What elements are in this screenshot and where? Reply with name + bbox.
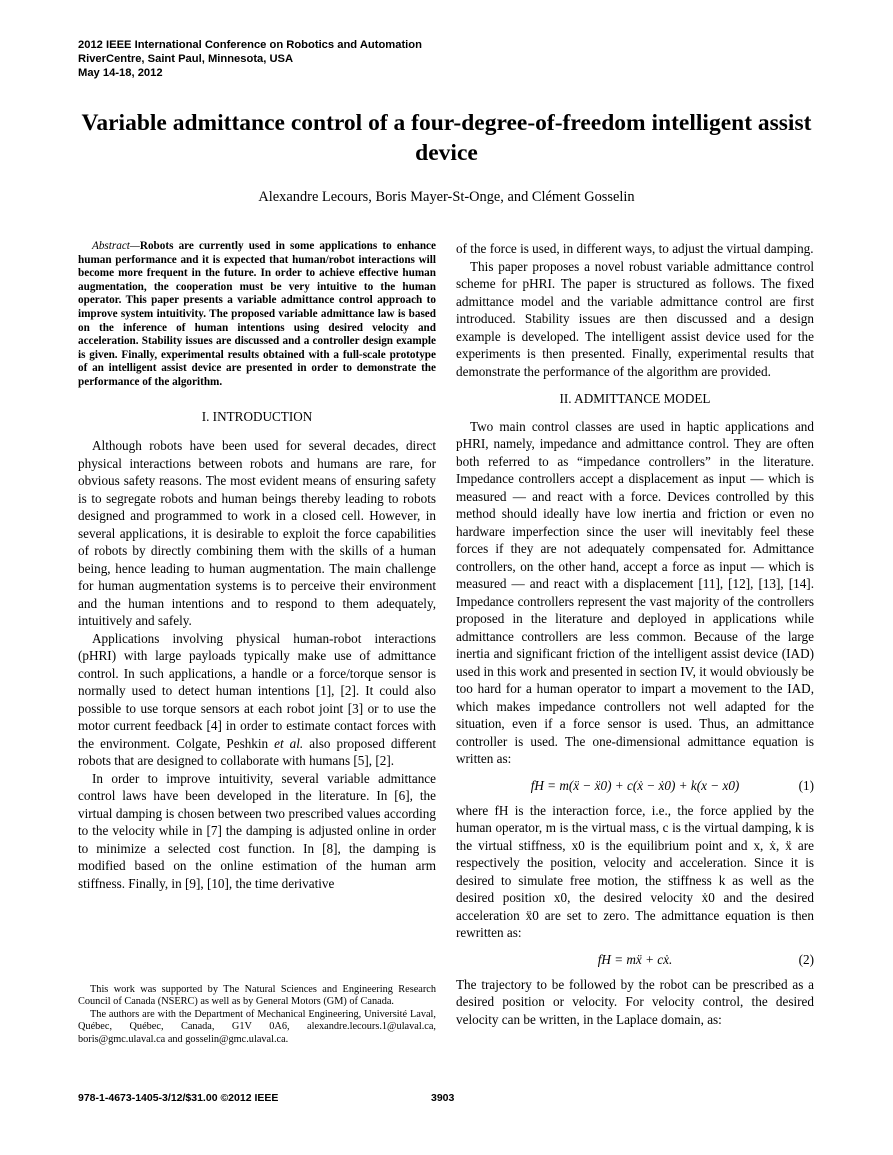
equation-2 xyxy=(456,949,814,970)
intro-p2-text-c: also proposed different robots that are designed to collaborate with humans [5], [2]. xyxy=(78,735,436,769)
equation-1-body: fH = m(ẍ − ẍ0) + c(ẋ − ẋ0) + k(x − x0) xyxy=(530,777,740,793)
conference-dates: May 14-18, 2012 xyxy=(78,67,163,79)
footer-page-number: 3903 xyxy=(431,1092,455,1104)
intro-p2-text-a: Applications involving physical human-robot interactions (pHRI) with large payloads typically make use of admittance control. In such applications, a handle or a force/torque sensor is normally used to detect human intentions [1], [2]. It could also possible to use torque sensors at each robot joint [3] or to use the motor current feedback [4] in order to estimate contact forces with the environment. Colgate, Peshkin xyxy=(78,630,436,751)
equation-2-number: (2) xyxy=(798,951,814,967)
admittance-paragraph-3: The trajectory to be followed by the robot can be prescribed as a desired position or velocity. For velocity control, the desired velocity can be written, in the Laplace domain, as: xyxy=(456,976,814,1027)
paper-title: Variable admittance control of a four-degree-of-freedom intelligent assist device xyxy=(81,110,812,166)
conference-header xyxy=(78,38,422,80)
equation-1-number: (1) xyxy=(798,777,814,793)
intro-paragraph-2 xyxy=(78,630,436,770)
footnote-affiliation: The authors are with the Department of Mechanical Engineering, Université Laval, Québec, Québec, Canada, G1V 0A6, alexandre.lecours.1@ulaval.ca, boris@gmc.ulaval.ca and gosselin@gmc.ulaval.ca. xyxy=(78,1008,436,1045)
right-column xyxy=(456,240,814,1028)
equation-2-body: fH = mẍ + cẋ. xyxy=(597,951,673,967)
intro-paragraph-4: This paper proposes a novel robust variable admittance control scheme for pHRI. The paper is structured as follows. The fixed admittance model and the variable admittance control are first introduced. Stability issues are then discussed and a design example is developed. The intelligent assist device used for the experiments is then presented. Finally, experimental results that demonstrate the performance of the algorithm are provided. xyxy=(456,258,814,379)
intro-p2-etal: et al. xyxy=(274,735,304,751)
footer-isbn: 978-1-4673-1405-3/12/$31.00 ©2012 IEEE xyxy=(78,1092,279,1104)
intro-paragraph-1: Although robots have been used for several decades, direct physical interactions between robots and humans are rare, for obvious safety reasons. The most evident means of ensuring safety is to segregate robots and human beings thereby leading to robots designed and programmed to work in a closed cell. However, in several applications, it is desirable to exploit the force capabilities of robots by directly combining them with the skills of a human being, hence leading to human augmentation. The main challenge for human augmentation systems is to perceive their environment and the human intentions and to respond to them adequately, intuitively and safely. xyxy=(78,438,436,629)
left-column xyxy=(78,240,436,892)
abstract xyxy=(78,240,436,390)
abstract-text: Robots are currently used in some applications to enhance human performance and it is expected that human/robot interactions will become more frequent in the future. In order to achieve effective human augmentation, the cooperation must be very intuitive to the human operator. This paper presents a variable admittance control approach to improve system intuitivity. The proposed variable admittance law is based on the inference of human intentions using desired velocity and acceleration. Stability issues are discussed and a controller design example is given. Finally, experimental results obtained with a full-scale prototype of an intelligent assist device are presented in order to demonstrate the performance of the algorithm. xyxy=(78,240,436,388)
intro-continued-paragraph: of the force is used, in different ways, to adjust the virtual damping. xyxy=(456,241,814,256)
section-heading-introduction: I. INTRODUCTION xyxy=(201,408,313,424)
admittance-paragraph-2: where fH is the interaction force, i.e., the force applied by the human operator, m is the virtual mass, c is the virtual damping, k is the virtual stiffness, x0 is the equilibrium point and x, ẋ, ẍ are respectively the position, velocity and acceleration. Since it is desired to simulate free motion, the stiffness k as well as the desired position x0, the desired velocity ẋ0 and the desired acceleration ẍ0 are set to zero. The admittance equation is then rewritten as: xyxy=(456,802,814,940)
footnote-funding: This work was supported by The Natural Sciences and Engineering Research Council of Canada (NSERC) as well as by General Motors (GM) of Canada. xyxy=(78,984,436,1008)
paper-authors: Alexandre Lecours, Boris Mayer-St-Onge, and Clément Gosselin xyxy=(258,189,635,205)
admittance-paragraph-1: Two main control classes are used in haptic applications and pHRI, namely, impedance and admittance control. They are often both referred to as “impedance controllers” in the literature. Impedance controllers accept a displacement as input — which is measured — and react with a force. Devices controlled by this method should ideally have low inertia and friction or even no hardware imperfection since the user will inevitably feel these forces if they are not adequately compensated for. Admittance controllers, on the other hand, accept a force as input — which is measured — and react with a displacement [11], [12], [13], [14]. Impedance controllers represent the vast majority of the controllers proposed in the literature and deployed in applications while admittance controllers are less common. Because of the large inertia and significant friction of the intelligent assist device (IAD) used in this work and presented in section IV, it would obviously be too hard for a human operator to impart a movement to the IAD, which makes impedance controllers not well adapted for the situation, even if a force sensor is used. Thus, an admittance controller is used. The one-dimensional admittance equation is written as: xyxy=(456,418,814,766)
section-heading-admittance-model: II. ADMITTANCE MODEL xyxy=(559,391,711,406)
equation-1 xyxy=(456,775,814,796)
abstract-label: Abstract— xyxy=(92,240,140,252)
intro-paragraph-3: In order to improve intuitivity, several variable admittance control laws have been developed in the literature. In [6], the virtual damping is chosen between two prescribed values according to the velocity while in [7] the damping is adjusted online in order to minimize a selected cost function. In [8], the damping is modified based on the online estimation of the human arm stiffness. Finally, in [9], [10], the time derivative xyxy=(78,770,436,891)
footnotes xyxy=(78,984,436,1046)
conference-location: RiverCentre, Saint Paul, Minnesota, USA xyxy=(78,53,294,65)
conference-name: 2012 IEEE International Conference on Robotics and Automation xyxy=(78,39,422,51)
